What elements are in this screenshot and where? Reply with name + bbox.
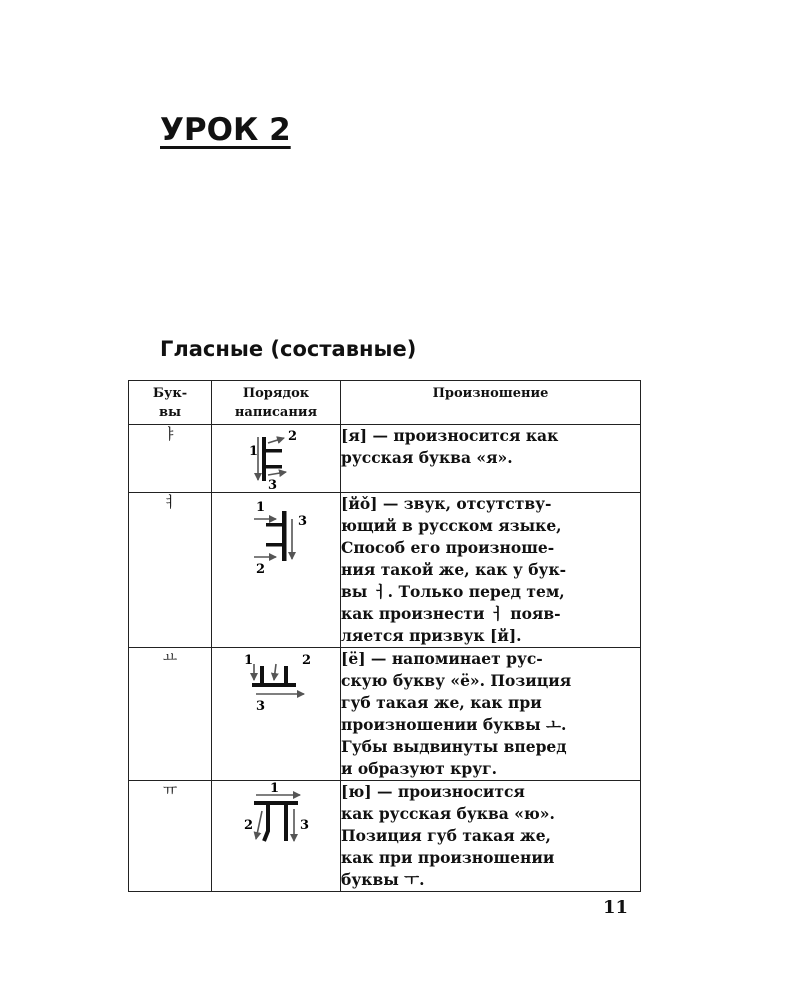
header-order-line: Порядок [242, 386, 310, 401]
stroke-number: 3 [268, 478, 278, 491]
pronunciation-cell [341, 648, 641, 781]
stroke-number: 2 [244, 818, 254, 833]
pronunciation-line: как произнести ㅓ появ- [341, 604, 561, 623]
stroke-number: 3 [300, 818, 310, 833]
stroke-number: 3 [298, 514, 308, 529]
vowel-letter: ㅑ [129, 425, 212, 493]
pronunciation-line: Способ его произноше- [341, 538, 555, 557]
header-letters-line: вы [158, 405, 182, 420]
pronunciation-line: ляется призвук [й]. [341, 626, 522, 645]
stroke-number: 2 [288, 429, 298, 444]
section-title: Гласные (составные) [160, 337, 417, 361]
stroke-order-cell [212, 493, 341, 648]
pronunciation-line: [ю] — произносится [341, 782, 525, 801]
stroke-order-diagram-yo [216, 648, 336, 714]
pronunciation-cell [341, 781, 641, 892]
pronunciation-line: ния такой же, как у бук- [341, 560, 567, 579]
pronunciation-line: буквы ㅜ. [341, 870, 425, 889]
table-row [129, 648, 641, 781]
vowel-letter: ㅕ [129, 493, 212, 648]
pronunciation-line: как при произношении [341, 848, 555, 867]
page-number: 11 [603, 897, 629, 918]
table-row [129, 425, 641, 493]
pronunciation-line: ющий в русском языке, [341, 516, 562, 535]
stroke-number: 1 [244, 653, 254, 668]
stroke-order-cell [212, 425, 341, 493]
vowel-letter: ㅛ [129, 648, 212, 781]
stroke-order-diagram-ya [216, 425, 336, 491]
vowels-table [128, 380, 641, 892]
pronunciation-line: произношении буквы ㅗ. [341, 715, 567, 734]
stroke-number: 1 [270, 781, 280, 796]
header-pronunciation-line: Произношение [432, 386, 549, 401]
stroke-number: 2 [256, 562, 266, 577]
pronunciation-line: [я] — произносится как [341, 426, 559, 445]
pronunciation-line: как русская буква «ю». [341, 804, 555, 823]
stroke-order-diagram-yu [216, 781, 336, 853]
table-header-row [129, 381, 641, 425]
stroke-order-cell [212, 648, 341, 781]
stroke-number: 1 [249, 444, 259, 459]
lesson-title: УРОК 2 [160, 112, 291, 148]
pronunciation-line: [ё] — напоминает рус- [341, 649, 543, 668]
table-row [129, 493, 641, 648]
stroke-order-diagram-yeo [216, 493, 336, 581]
header-letters [129, 381, 212, 425]
pronunciation-line: губ такая же, как при [341, 693, 542, 712]
pronunciation-line: Губы выдвинуты вперед [341, 737, 567, 756]
pronunciation-line: [йǒ] — звук, отсутству- [341, 494, 552, 513]
header-order [212, 381, 341, 425]
pronunciation-cell [341, 493, 641, 648]
table-row [129, 781, 641, 892]
stroke-number: 2 [302, 653, 312, 668]
stroke-number: 1 [256, 500, 266, 515]
pronunciation-line: русская буква «я». [341, 448, 513, 467]
vowel-letter: ㅠ [129, 781, 212, 892]
pronunciation-line: и образуют круг. [341, 759, 498, 778]
pronunciation-line: скую букву «ё». Позиция [341, 671, 572, 690]
stroke-number: 3 [256, 699, 266, 714]
header-pronunciation [341, 381, 641, 425]
pronunciation-cell [341, 425, 641, 493]
header-letters-line: Бук- [152, 386, 188, 401]
header-order-line: написания [234, 405, 318, 420]
pronunciation-line: вы ㅓ. Только перед тем, [341, 582, 565, 601]
stroke-order-cell [212, 781, 341, 892]
pronunciation-line: Позиция губ такая же, [341, 826, 551, 845]
